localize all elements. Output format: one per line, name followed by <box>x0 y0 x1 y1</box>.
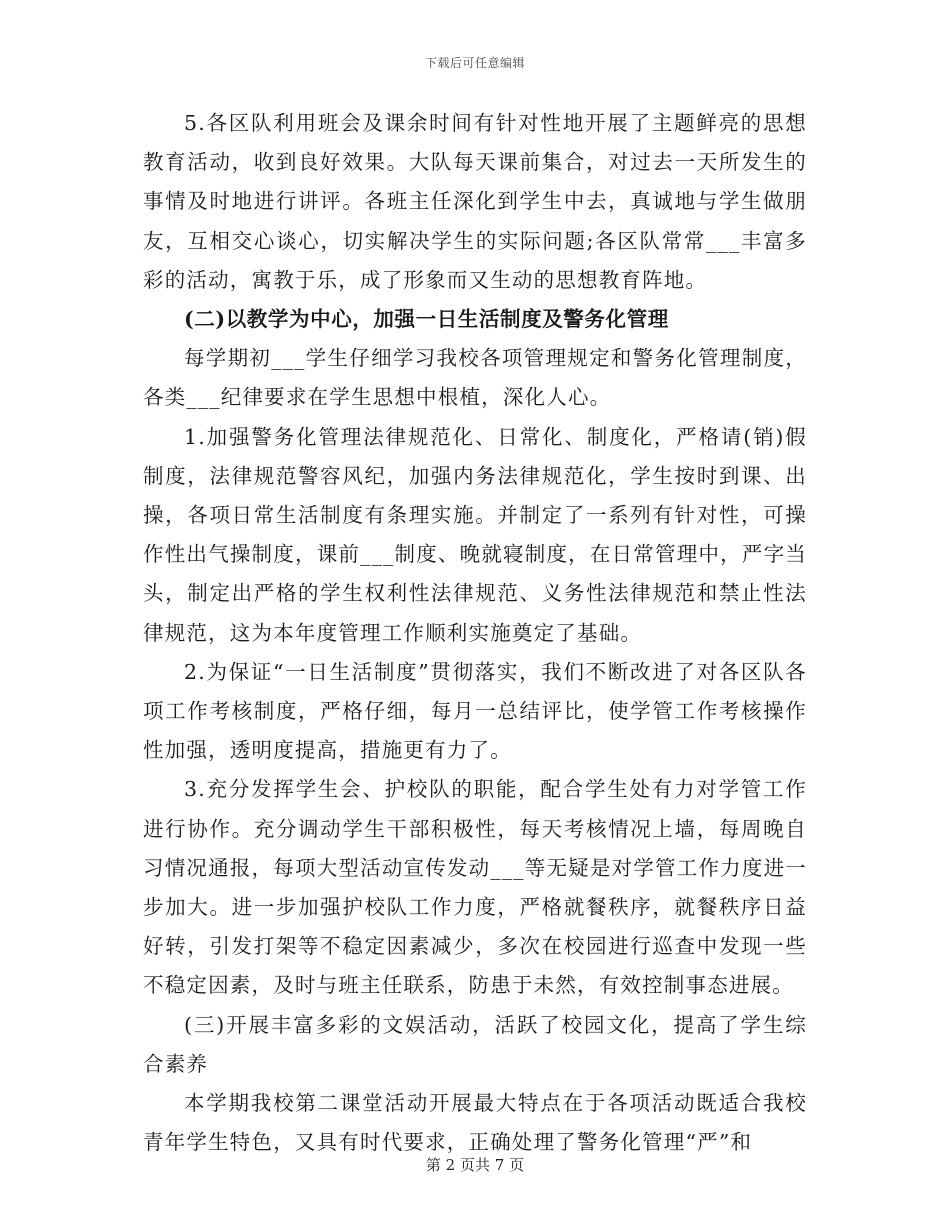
paragraph-item-3: 3.充分发挥学生会、护校队的职能，配合学生处有力对学管工作进行协作。充分调动学生干部积极性，每天考核情况上墙，每周晚自习情况通报，每项大型活动宣传发动___等无疑是对学管工作力度进一步加大。进一步加强护校队工作力度，严格就餐秩序，就餐秩序日益好转，引发打架等不稳定因素减少，多次在校园进行巡查中发现一些不稳定因素，及时与班主任联系，防患于未然，有效控制事态进展。 <box>143 777 807 998</box>
page-header: 下载后可任意编辑 <box>424 56 525 70</box>
paragraph-item-1: 1.加强警务化管理法律规范化、日常化、制度化，严格请(销)假制度，法律规范警容风纪，加强内务法律规范化，学生按时到课、出操，各项日常生活制度有条理实施。并制定了一系列有针对性，可操作性出气操制度，课前___制度、晚就寝制度，在日常管理中，严字当头，制定出严格的学生权利性法律规范、义务性法律规范和禁止性法律规范，这为本年度管理工作顺利实施奠定了基础。 <box>143 424 807 645</box>
document-body <box>143 104 807 1162</box>
section-heading-2: (二)以教学为中心，加强一日生活制度及警务化管理 <box>184 307 669 332</box>
paragraph-item-5: 5.各区队利用班会及课余时间有针对性地开展了主题鲜亮的思想教育活动，收到良好效果。大队每天课前集合，对过去一天所发生的事情及时地进行讲评。各班主任深化到学生中去，真诚地与学生做朋友，互相交心谈心，切实解决学生的实际问题;各区队常常___丰富多彩的活动，寓教于乐，成了形象而又生动的思想教育阵地。 <box>143 111 807 292</box>
section-heading-3: (三)开展丰富多彩的文娱活动，活跃了校园文化，提高了学生综合素养 <box>143 1012 807 1076</box>
paragraph-item-2: 2.为保证“一日生活制度”贯彻落实，我们不断改进了对各区队各项工作考核制度，严格仔细，每月一总结评比，使学管工作考核操作性加强，透明度提高，措施更有力了。 <box>143 659 807 763</box>
page-footer: 第 2 页共 7 页 <box>425 1156 525 1174</box>
paragraph-second-classroom: 本学期我校第二课堂活动开展最大特点在于各项活动既适合我校青年学生特色，又具有时代要求，正确处理了警务化管理“严”和 <box>143 1091 807 1155</box>
paragraph-semester-start: 每学期初___学生仔细学习我校各项管理规定和警务化管理制度，各类___纪律要求在学生思想中根植，深化人心。 <box>143 346 807 410</box>
